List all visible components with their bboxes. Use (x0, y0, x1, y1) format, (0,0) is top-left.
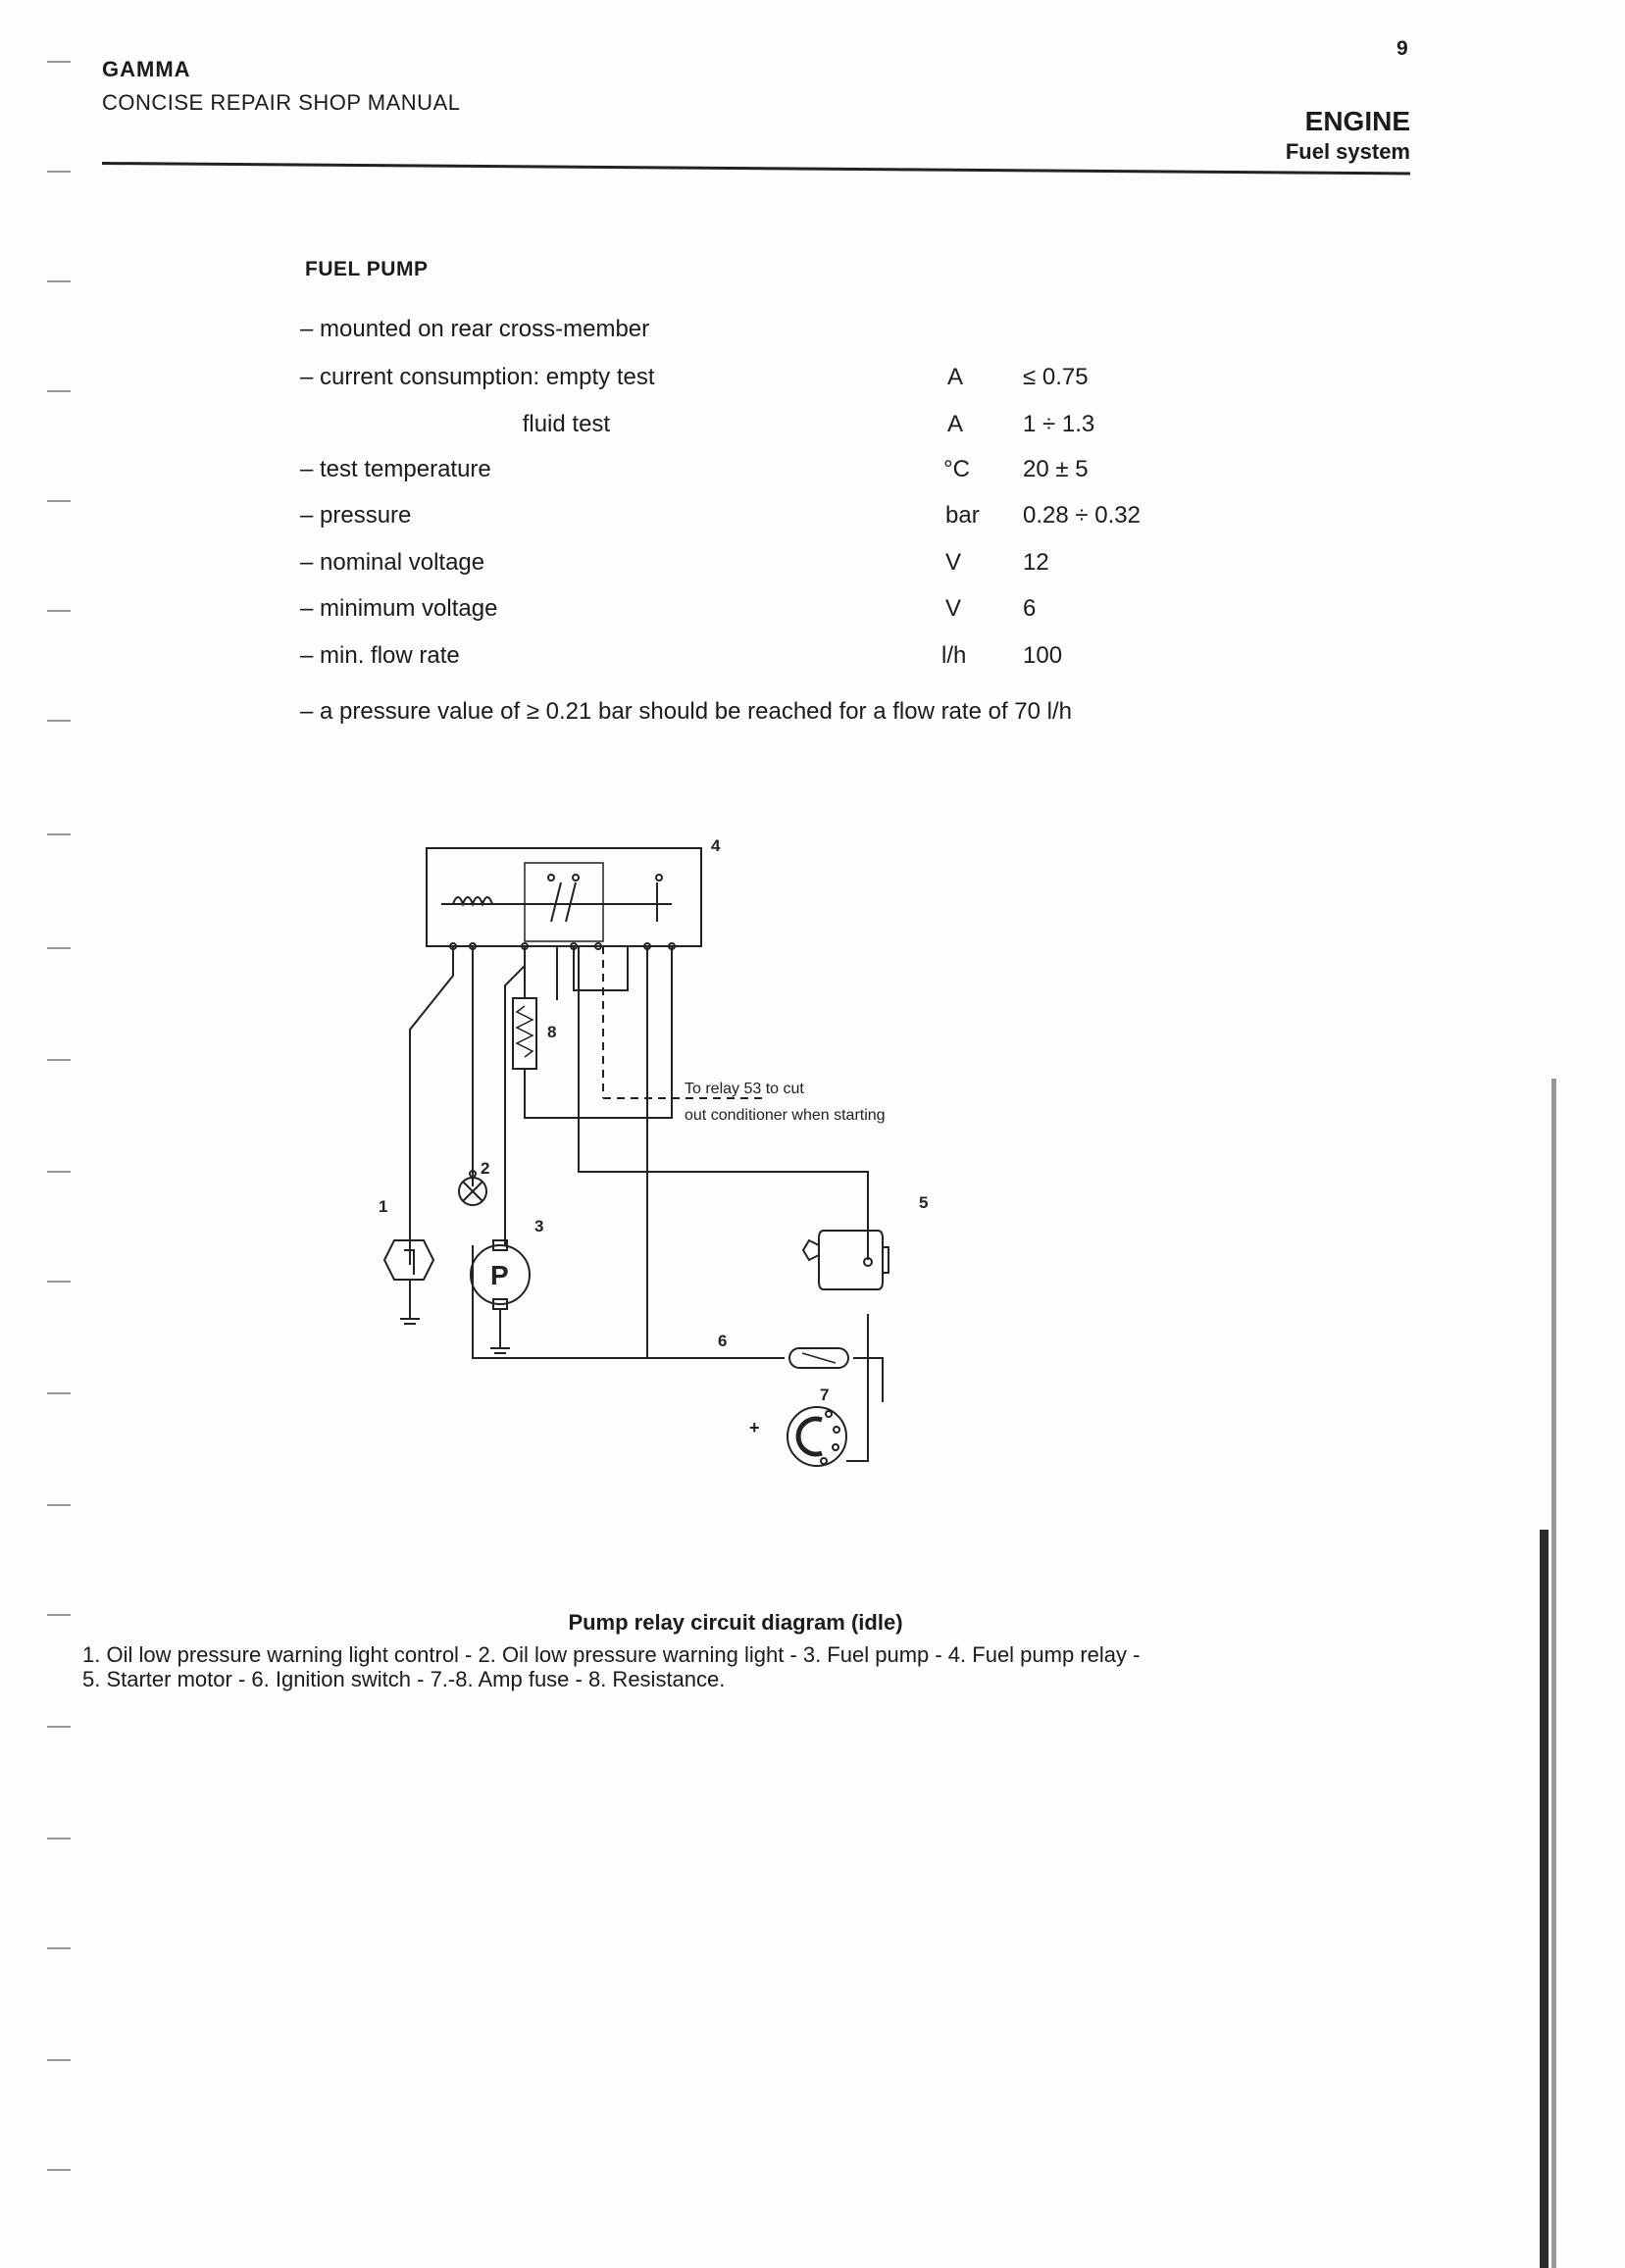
margin-mark (47, 171, 71, 173)
wire (410, 946, 453, 1265)
wire (574, 946, 628, 990)
margin-mark (47, 1281, 71, 1283)
wire (505, 946, 525, 1245)
label-2: 2 (481, 1159, 490, 1178)
resistance (513, 998, 536, 1069)
spec-value: 12 (1023, 549, 1049, 576)
margin-mark (47, 61, 71, 63)
spec-value: ≤ 0.75 (1023, 364, 1089, 390)
legend-line: 1. Oil low pressure warning light control - 2. Oil low pressure warning light - 3. Fuel pump - 4. Fuel pump relay - (82, 1642, 1141, 1667)
fuse-terminal (834, 1427, 839, 1433)
margin-mark (47, 947, 71, 949)
spec-value: 100 (1023, 642, 1063, 669)
spec-row (300, 595, 1242, 629)
spec-row (300, 411, 1242, 444)
diagram-legend (82, 1642, 1377, 1691)
spec-unit: V (945, 549, 962, 576)
margin-mark (47, 2169, 71, 2171)
spec-label: – test temperature (300, 456, 491, 482)
relay-coil (453, 897, 492, 904)
margin-mark (47, 610, 71, 612)
spec-row (300, 364, 1242, 397)
margin-mark (47, 720, 71, 722)
brand-title: GAMMA (102, 57, 191, 81)
margin-mark (47, 500, 71, 502)
label-7: 7 (820, 1386, 830, 1404)
spec-unit: A (947, 411, 964, 437)
spec-row (300, 549, 1242, 582)
spec-row (300, 456, 1242, 489)
spec-unit: V (945, 595, 962, 622)
spec-label: – pressure (300, 502, 412, 529)
spec-label: – min. flow rate (300, 642, 460, 669)
margin-mark (47, 1947, 71, 1949)
label-4: 4 (711, 836, 721, 855)
contact-terminal (548, 875, 554, 881)
spec-label: fluid test (300, 411, 611, 437)
subsection-title: Fuel system (1285, 139, 1410, 164)
diagram-caption: Pump relay circuit diagram (idle) (568, 1610, 903, 1635)
scan-edge (1540, 1530, 1549, 2268)
fuse-terminal (826, 1411, 832, 1417)
margin-mark (47, 1504, 71, 1506)
label-6: 6 (718, 1332, 728, 1350)
spec-unit: bar (945, 502, 980, 529)
fuse-terminal (833, 1444, 838, 1450)
scan-edge (1551, 1079, 1556, 2268)
margin-mark (47, 390, 71, 392)
margin-mark (47, 833, 71, 835)
spec-label: – minimum voltage (300, 595, 498, 622)
spec-unit: A (947, 364, 964, 390)
relay-contact (566, 882, 576, 922)
label-5: 5 (919, 1193, 929, 1212)
resistance-zigzag (517, 1006, 533, 1057)
spec-value: 1 ÷ 1.3 (1023, 411, 1095, 437)
margin-mark (47, 280, 71, 282)
ignition-switch-contact (802, 1353, 836, 1363)
section-title: ENGINE (1304, 106, 1410, 136)
margin-mark (47, 1392, 71, 1394)
relay-contact (551, 882, 561, 922)
fuel-pump-heading: FUEL PUMP (305, 258, 429, 280)
relay-note-1: To relay 53 to cut (685, 1081, 804, 1097)
margin-mark (47, 1726, 71, 1728)
fuse-plus: + (749, 1418, 760, 1437)
label-3: 3 (534, 1217, 544, 1235)
margin-mark (47, 1171, 71, 1173)
spec-row (300, 642, 1242, 676)
relay-note-2: out conditioner when starting (685, 1107, 886, 1124)
relay-contact-frame (525, 863, 603, 941)
legend-line: 5. Starter motor - 6. Ignition switch - 7.-8. Amp fuse - 8. Resistance. (82, 1667, 726, 1691)
spec-label: – mounted on rear cross-member (300, 316, 650, 342)
spec-label: – nominal voltage (300, 549, 485, 576)
spec-value: 6 (1023, 595, 1037, 622)
contact-terminal (573, 875, 579, 881)
margin-mark (47, 1838, 71, 1840)
starter-pinion (803, 1240, 819, 1260)
margin-mark (47, 2059, 71, 2061)
pump-letter: P (490, 1260, 509, 1290)
wire (579, 946, 868, 1260)
label-1: 1 (379, 1197, 388, 1216)
spec-label: – current consumption: empty test (300, 364, 655, 390)
spec-unit: l/h (941, 642, 967, 669)
pressure-note: – a pressure value of ≥ 0.21 bar should be reached for a flow rate of 70 l/h (300, 698, 1072, 725)
fuse-arc (798, 1419, 822, 1454)
spec-unit: °C (943, 456, 970, 482)
spec-value: 0.28 ÷ 0.32 (1023, 502, 1141, 529)
spec-row (300, 502, 1242, 535)
fuse-terminal (821, 1458, 827, 1464)
page-number: 9 (1396, 37, 1408, 60)
starter-end (883, 1247, 889, 1273)
wire (473, 1245, 785, 1358)
starter-motor (819, 1231, 883, 1289)
wire (846, 1314, 868, 1461)
contact-terminal (656, 875, 662, 881)
spec-value: 20 ± 5 (1023, 456, 1089, 482)
label-8: 8 (547, 1023, 557, 1041)
spec-row (300, 316, 1242, 349)
pump-relay-circuit-diagram (333, 824, 961, 1500)
margin-mark (47, 1059, 71, 1061)
manual-title: CONCISE REPAIR SHOP MANUAL (102, 90, 461, 115)
